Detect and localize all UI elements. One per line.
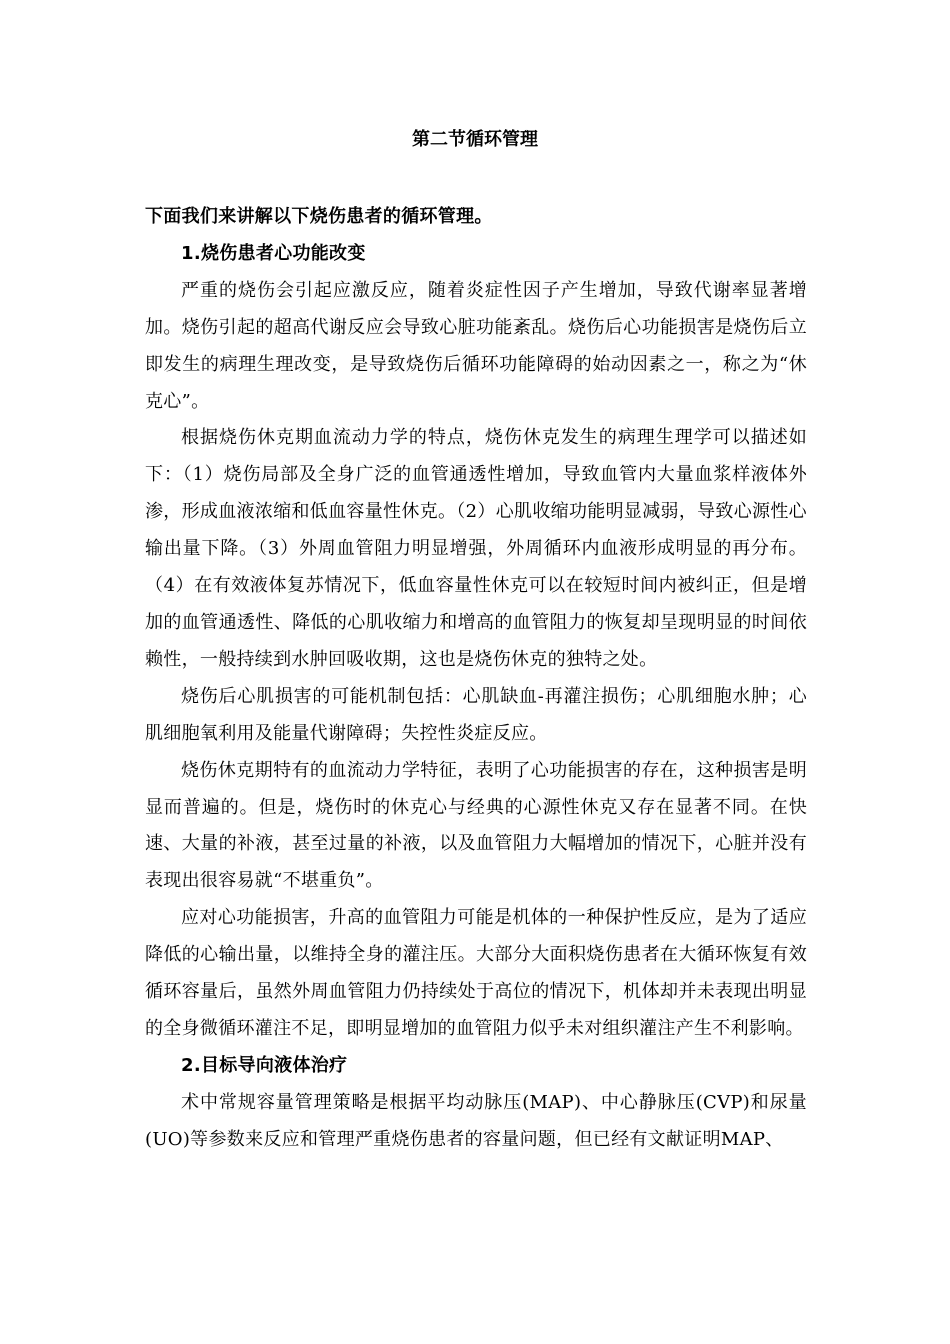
document-body [145, 199, 807, 1159]
section-heading-2: 2.目标导向液体治疗 [181, 1054, 348, 1076]
section1-paragraph-4: 烧伤休克期特有的血流动力学特征，表明了心功能损害的存在，这种损害是明显而普遍的。但是，烧伤时的休克心与经典的心源性休克又存在显著不同。在快速、大量的补液，甚至过量的补液，以及血管阻力大幅增加的情况下，心脏并没有表现出很容易就“不堪重负”。 [145, 759, 807, 892]
section-heading-1: 1.烧伤患者心功能改变 [181, 242, 366, 264]
intro-text: 下面我们来讲解以下烧伤患者的循环管理。 [145, 206, 493, 227]
section1-paragraph-3: 烧伤后心肌损害的可能机制包括：心肌缺血-再灌注损伤；心肌细胞水肿；心肌细胞氧利用及能量代谢障碍；失控性炎症反应。 [145, 685, 807, 744]
section2-paragraph-1: 术中常规容量管理策略是根据平均动脉压(MAP)、中心静脉压(CVP)和尿量(UO)等参数来反应和管理严重烧伤患者的容量问题，但已经有文献证明MAP、 [145, 1091, 807, 1150]
section1-paragraph-2: 根据烧伤休克期血流动力学的特点，烧伤休克发生的病理生理学可以描述如下：（1）烧伤局部及全身广泛的血管通透性增加，导致血管内大量血浆样液体外渗，形成血液浓缩和低血容量性休克。（2）心肌收缩功能明显减弱，导致心源性心输出量下降。（3）外周血管阻力明显增强，外周循环内血液形成明显的再分布。（4）在有效液体复苏情况下，低血容量性休克可以在较短时间内被纠正，但是增加的血管通透性、降低的心肌收缩力和增高的血管阻力的恢复却呈现明显的时间依赖性，一般持续到水肿回吸收期，这也是烧伤休克的独特之处。 [145, 427, 807, 670]
section1-paragraph-5: 应对心功能损害，升高的血管阻力可能是机体的一种保护性反应，是为了适应降低的心输出量，以维持全身的灌注压。大部分大面积烧伤患者在大循环恢复有效循环容量后，虽然外周血管阻力仍持续处于高位的情况下，机体却并未表现出明显的全身微循环灌注不足，即明显增加的血管阻力似乎未对组织灌注产生不利影响。 [145, 907, 807, 1039]
section1-paragraph-1: 严重的烧伤会引起应激反应，随着炎症性因子产生增加，导致代谢率显著增加。烧伤引起的超高代谢反应会导致心脏功能紊乱。烧伤后心功能损害是烧伤后立即发生的病理生理改变，是导致烧伤后循环功能障碍的始动因素之一，称之为“休克心”。 [145, 279, 807, 412]
page-title: 第二节循环管理 [412, 129, 538, 150]
